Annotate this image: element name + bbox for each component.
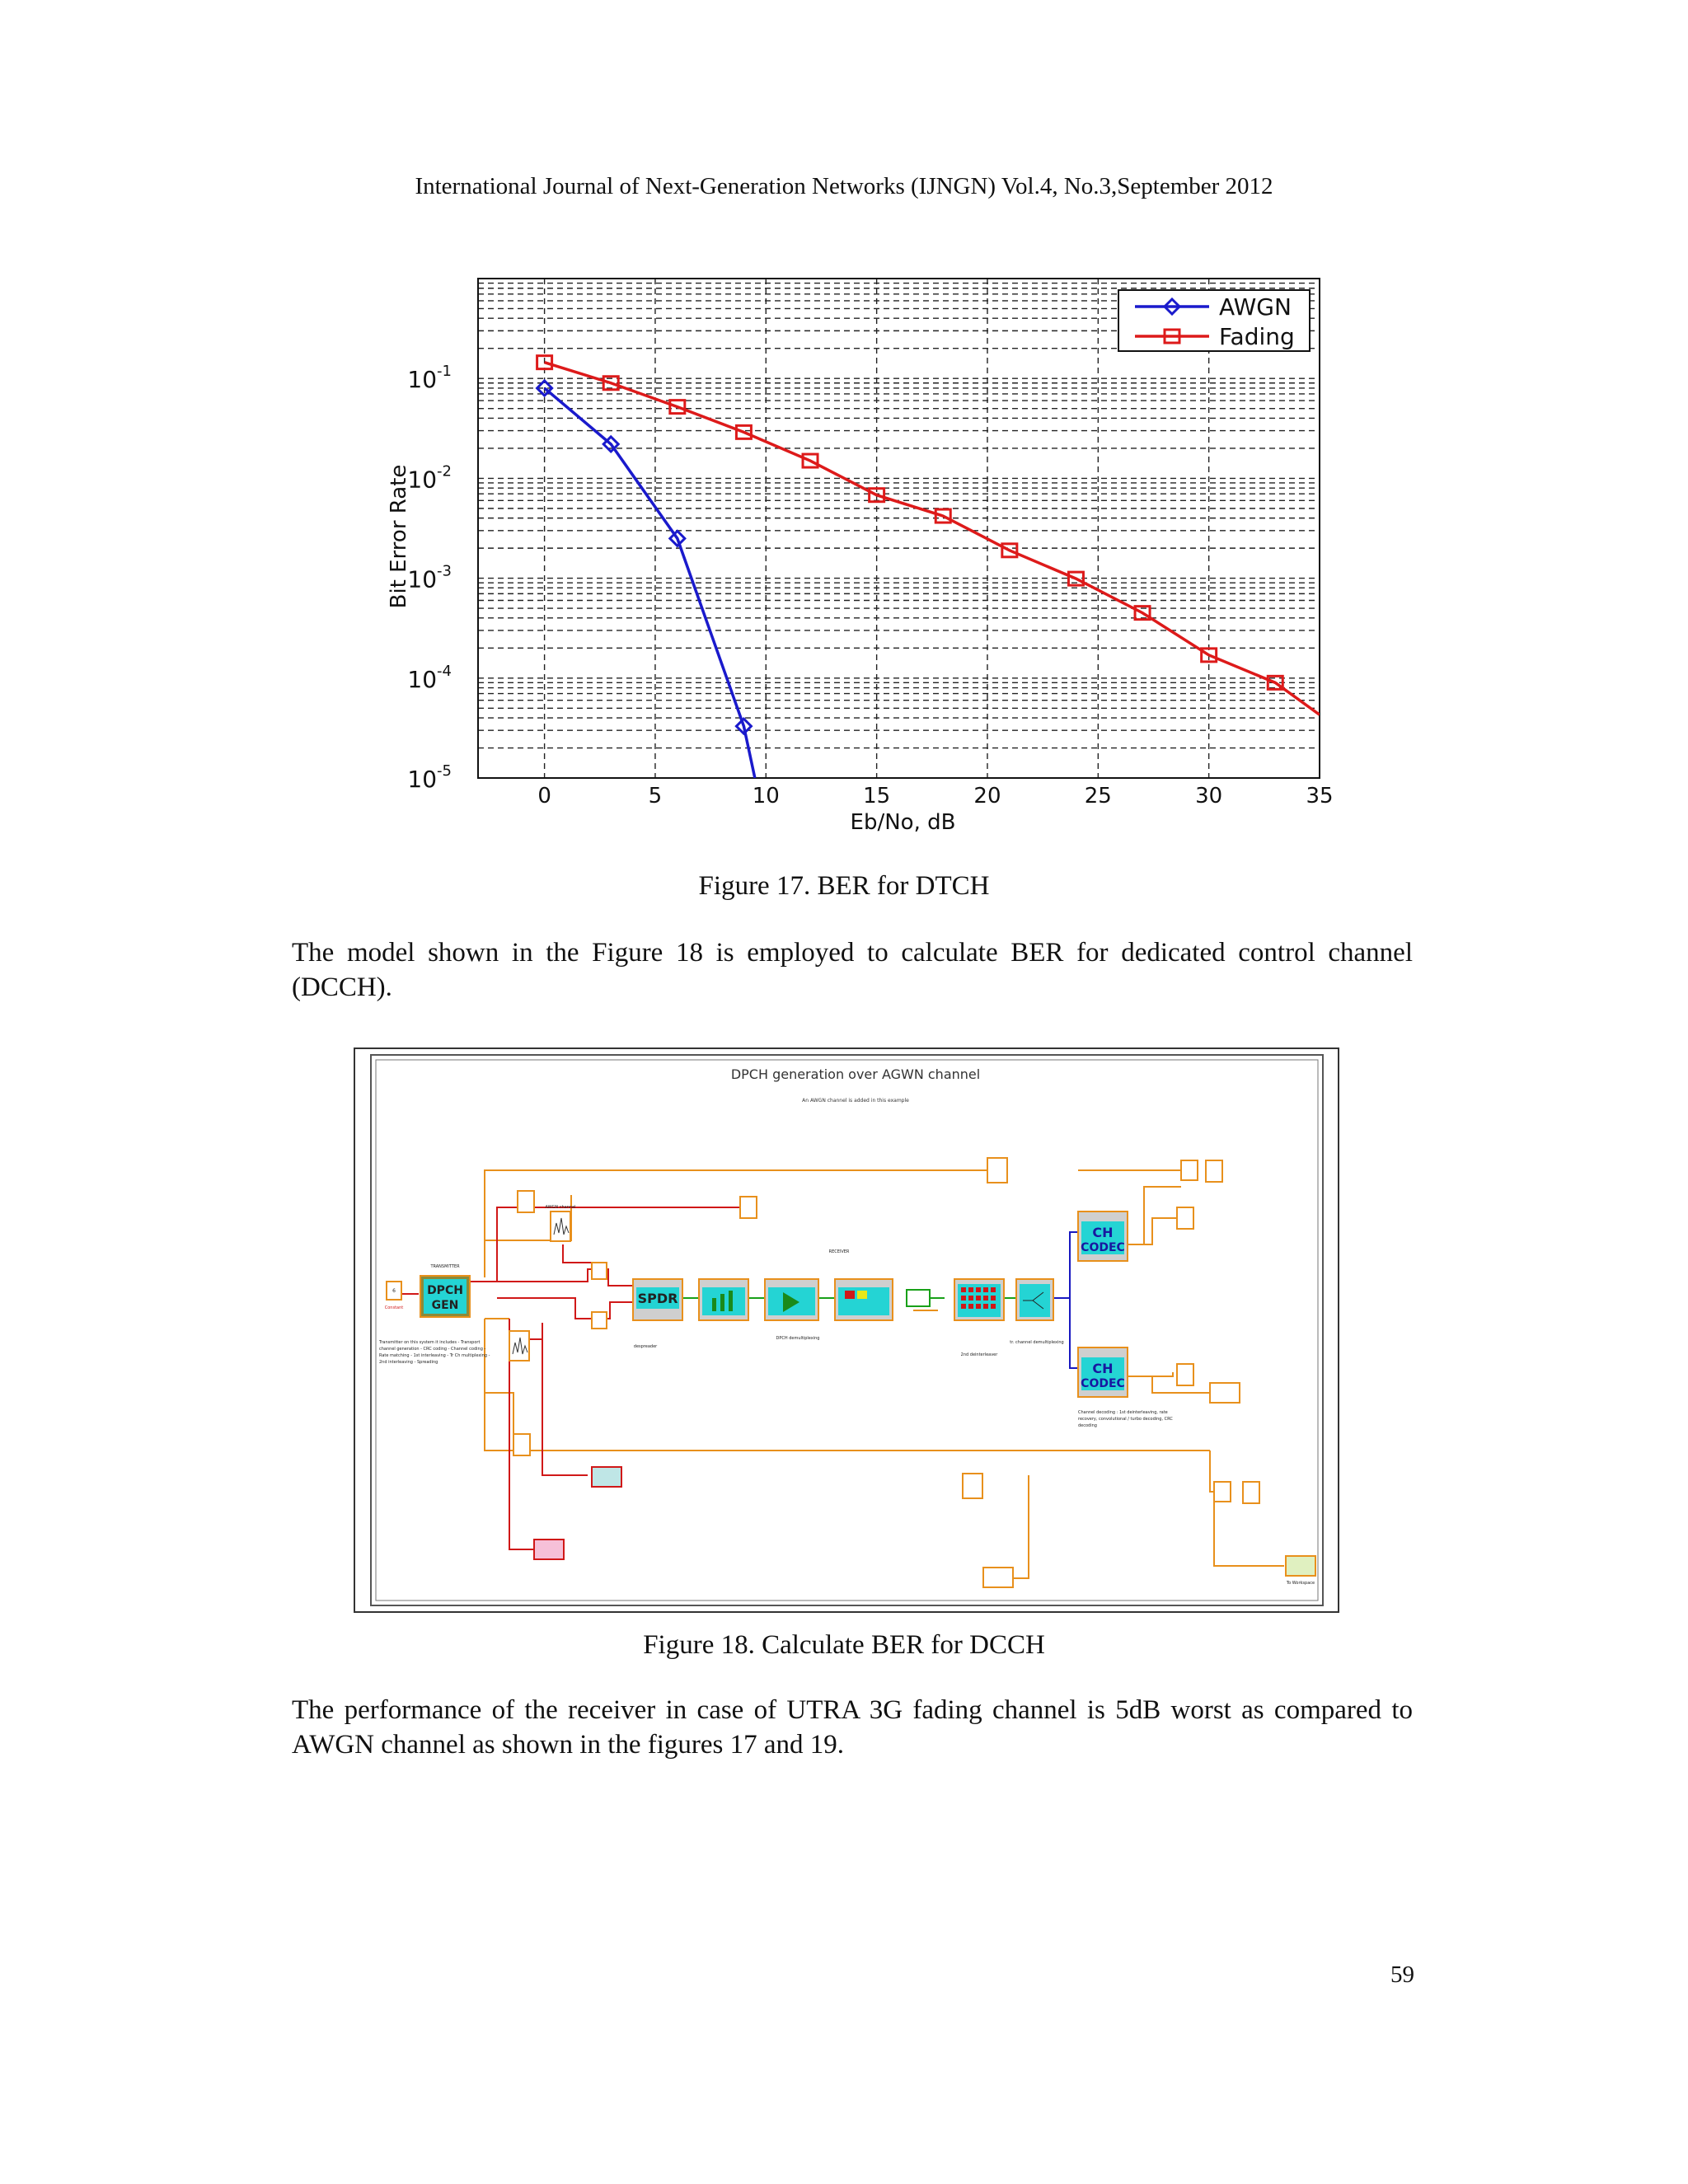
model-subtitle: An AWGN channel is added in this example	[802, 1098, 909, 1104]
paragraph-dcch-model: The model shown in the Figure 18 is employed to calculate BER for dedicated control channel (DCCH).	[292, 938, 1413, 1002]
awgn-block-bottom[interactable]	[509, 1331, 529, 1361]
deinterleaver2-label: 2nd deinterleaver	[960, 1352, 998, 1357]
legend-label: AWGN	[1219, 293, 1292, 321]
figure17-caption: Figure 17. BER for DTCH	[698, 871, 990, 901]
awgn-channel-label: AWGN channel	[545, 1205, 576, 1210]
spdr-label: SPDR	[637, 1291, 678, 1306]
difference-scope-top[interactable]	[1206, 1160, 1222, 1182]
to-workspace-noise[interactable]	[592, 1467, 621, 1487]
tr-channel-demux-label: tr. channel demultiplexing	[1010, 1340, 1064, 1345]
constant-label: Constant	[384, 1305, 404, 1310]
transmitter-label: TRANSMITTER	[430, 1264, 460, 1269]
scope-input-1[interactable]	[518, 1191, 534, 1212]
x-tick-label: 30	[1195, 784, 1223, 808]
page-number: 59	[1390, 1961, 1414, 1988]
ber-chart	[375, 264, 1348, 841]
to-workspace-block-1[interactable]	[1210, 1383, 1240, 1403]
dpch-gen-label-1: DPCH	[427, 1284, 463, 1297]
to-workspace-label: To Workspace	[1286, 1581, 1315, 1586]
y-tick-label: $10^{-1}$	[407, 363, 452, 394]
x-axis-label: Eb/No, dB	[850, 810, 956, 835]
subtract-top[interactable]	[1181, 1160, 1198, 1180]
output-scope-1[interactable]	[1177, 1207, 1193, 1229]
plot-area	[478, 279, 1320, 778]
transmitter-notes: Transmitter on this system it includes - Transport channel generation - CRC coding - Channel coding - Rate matching - 1st interleaving - Tr Ch multiplexing - 2nd interleaving - Spreading	[379, 1340, 490, 1365]
integer-delay-top[interactable]	[987, 1158, 1007, 1183]
x-tick-label: 0	[537, 784, 551, 808]
to-workspace-signal[interactable]	[534, 1540, 564, 1559]
dpch-gen-label-2: GEN	[431, 1299, 459, 1312]
scope-input-2[interactable]	[740, 1197, 757, 1218]
svg-text:6: 6	[392, 1288, 396, 1294]
x-tick-label: 35	[1306, 784, 1334, 808]
model-title: DPCH generation over AGWN channel	[730, 1066, 981, 1082]
x-tick-label: 15	[863, 784, 891, 808]
y-tick-label: $10^{-5}$	[407, 762, 452, 793]
receiver-label: RECEIVER	[828, 1249, 850, 1254]
ch-codec-top-label-2: CODEC	[1081, 1241, 1125, 1254]
legend-label: Fading	[1219, 323, 1295, 350]
add-block-2[interactable]	[592, 1312, 607, 1329]
y-tick-label: $10^{-4}$	[407, 662, 452, 693]
simulink-model-diagram	[353, 1047, 1342, 1615]
despreader-label: despreader	[633, 1344, 658, 1349]
x-tick-label: 25	[1084, 784, 1112, 808]
paragraph-receiver-performance: The performance of the receiver in case of UTRA 3G fading channel is 5dB worst as compared to AWGN channel as shown in the figures 17 and 19.	[292, 1695, 1413, 1760]
difference-scope-bottom[interactable]	[1243, 1482, 1259, 1503]
output-scope-2[interactable]	[1177, 1364, 1193, 1385]
add-block-1[interactable]	[592, 1263, 607, 1279]
ch-codec-bottom-label-2: CODEC	[1081, 1377, 1125, 1390]
dpch-demux-label: DPCH demultiplexing	[776, 1336, 820, 1341]
integer-delay-bottom[interactable]	[963, 1474, 982, 1498]
to-workspace-ber[interactable]	[1286, 1556, 1315, 1576]
to-workspace-block-2[interactable]	[983, 1568, 1013, 1587]
ch-codec-top-label-1: CH	[1092, 1225, 1114, 1240]
x-tick-label: 5	[648, 784, 663, 808]
figure18-caption: Figure 18. Calculate BER for DCCH	[643, 1630, 1045, 1660]
ch-codec-bottom-label-1: CH	[1092, 1361, 1114, 1376]
y-tick-label: $10^{-3}$	[407, 562, 452, 593]
scope-input-3[interactable]	[513, 1434, 530, 1455]
awgn-block-top[interactable]	[551, 1212, 570, 1241]
receiver-notes: Channel decoding : 1st deinterleaving, rate recovery, convolutional / turbo decoding, CRC decoding	[1078, 1410, 1173, 1428]
subtract-bottom[interactable]	[1214, 1482, 1231, 1502]
x-tick-label: 10	[752, 784, 780, 808]
x-tick-label: 20	[973, 784, 1001, 808]
y-tick-label: $10^{-2}$	[407, 462, 452, 494]
journal-header: International Journal of Next-Generation Networks (IJNGN) Vol.4, No.3,September 2012	[415, 173, 1273, 199]
y-axis-label: Bit Error Rate	[387, 464, 411, 609]
convert-block[interactable]	[907, 1290, 930, 1306]
